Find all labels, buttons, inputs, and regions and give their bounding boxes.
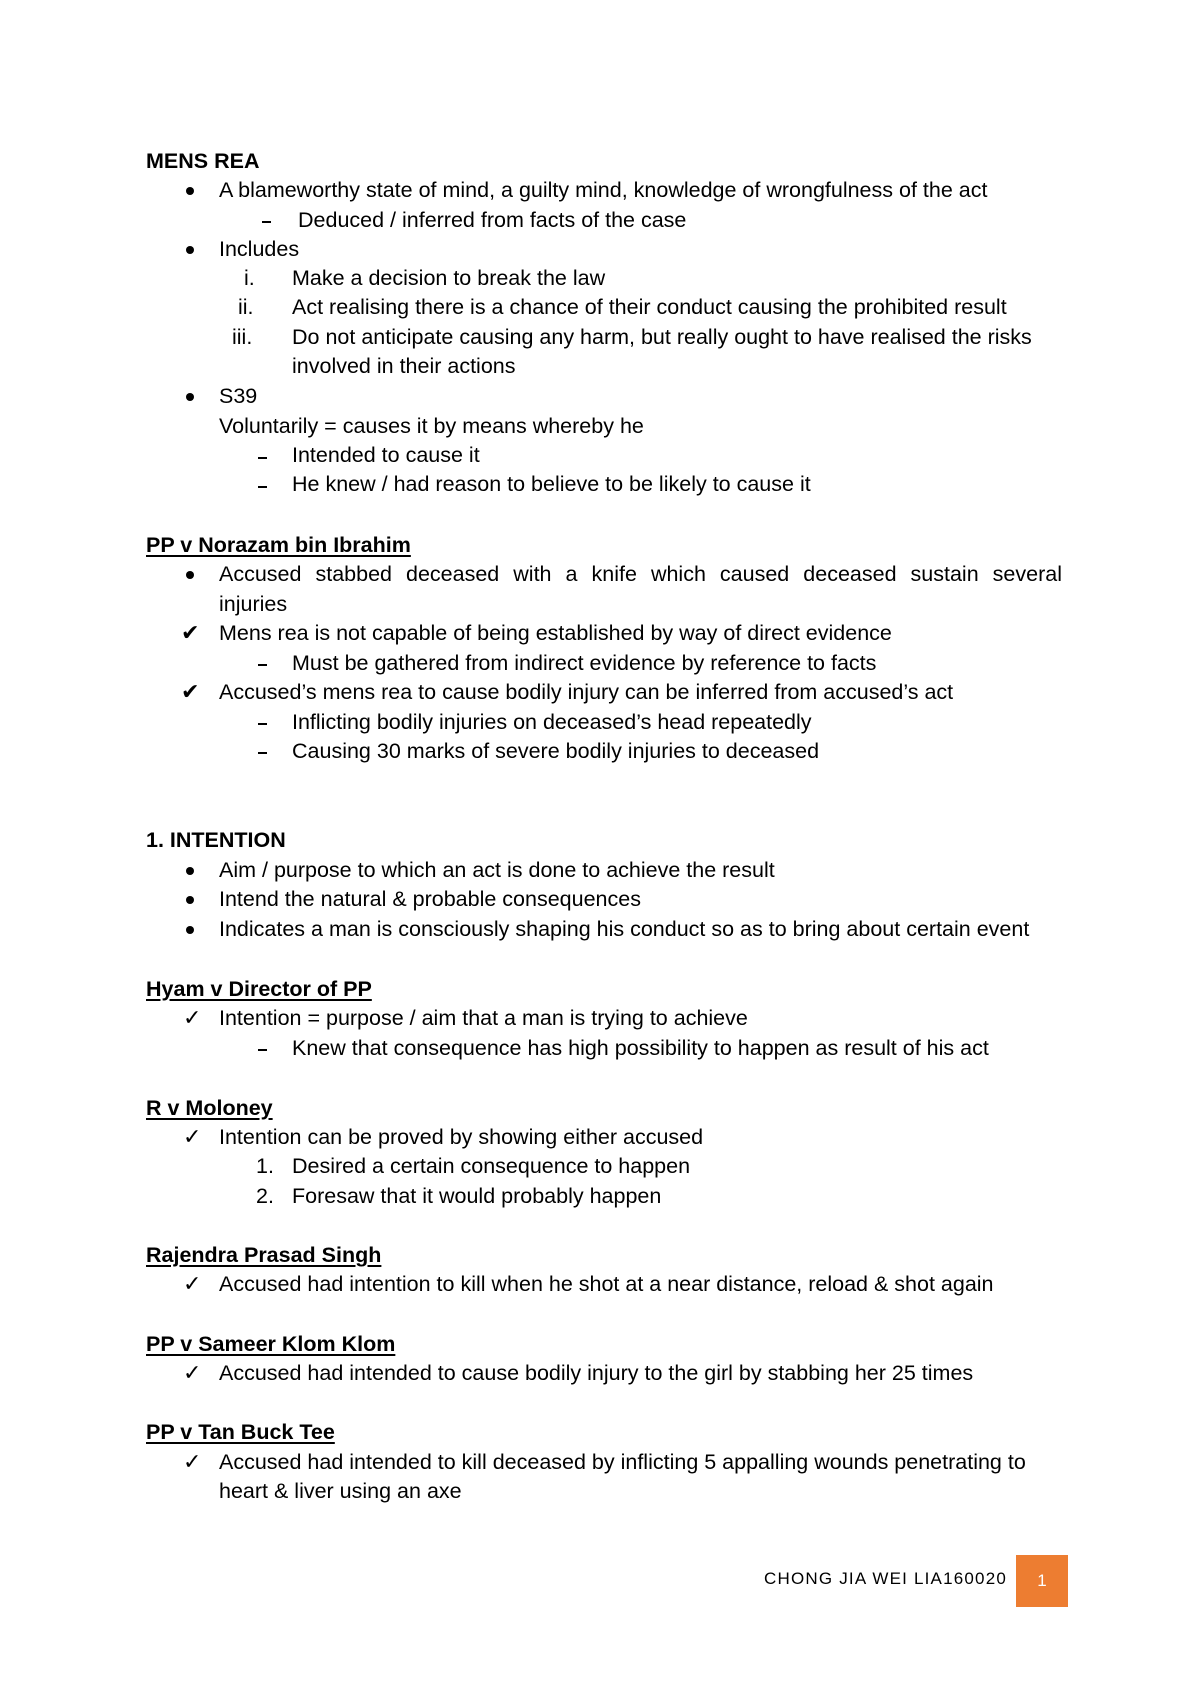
case-heading-tan: PP v Tan Buck Tee [146,1420,335,1444]
case-heading-moloney: R v Moloney [146,1096,273,1120]
bullet [186,867,194,875]
checkmark-icon: ✓ [183,1006,202,1031]
roman-numeral: ii. [238,295,254,319]
checkmark-icon: ✓ [183,1361,202,1386]
case-heading-rajendra: Rajendra Prasad Singh [146,1243,382,1267]
text-line: involved in their actions [292,354,516,378]
text-line: Voluntarily = causes it by means whereby he [219,414,644,438]
dash-bullet [258,486,267,488]
dash-bullet [258,664,267,666]
text-line: S39 [219,384,258,408]
text-line: Make a decision to break the law [292,266,606,290]
text-line: He knew / had reason to believe to be likely to cause it [292,472,811,496]
checkmark-icon: ✓ [183,1450,202,1475]
text-line: Desired a certain consequence to happen [292,1154,691,1178]
bullet [186,571,194,579]
case-heading-sameer: PP v Sameer Klom Klom [146,1332,396,1356]
list-number: 1. [256,1154,274,1178]
text-line: A blameworthy state of mind, a guilty mind, knowledge of wrongfulness of the act [219,178,988,202]
bullet [186,246,194,254]
checkmark-icon: ✔ [181,680,200,705]
text-line: injuries [219,592,288,616]
text-line: Act realising there is a chance of their conduct causing the prohibited result [292,295,1007,319]
text-line: Must be gathered from indirect evidence by reference to facts [292,651,877,675]
text-line: Accused had intended to kill deceased by inflicting 5 appalling wounds penetrating to [219,1450,1026,1474]
text-line: Knew that consequence has high possibility to happen as result of his act [292,1036,989,1060]
text-line: Accused’s mens rea to cause bodily injury can be inferred from accused’s act [219,680,954,704]
text-line: Indicates a man is consciously shaping his conduct so as to bring about certain event [219,917,1030,941]
checkmark-icon: ✓ [183,1125,202,1150]
footer-author: CHONG JIA WEI LIA160020 [764,1569,1008,1588]
text-line: Accused had intended to cause bodily injury to the girl by stabbing her 25 times [219,1361,974,1385]
dash-bullet [262,221,271,223]
text-line: Includes [219,237,300,261]
dash-bullet [258,457,267,459]
bullet [186,393,194,401]
section-heading-mens-rea: MENS REA [146,149,260,173]
text-line: Do not anticipate causing any harm, but really ought to have realised the risks [292,325,1032,349]
page-number-badge [1016,1555,1068,1607]
text-line: Intended to cause it [292,443,480,467]
case-heading-hyam: Hyam v Director of PP [146,977,372,1001]
text-line: Accused stabbed deceased with a knife which caused deceased sustain several [219,562,1062,586]
text-line: heart & liver using an axe [219,1479,462,1503]
text-line: Aim / purpose to which an act is done to achieve the result [219,858,775,882]
bullet [186,187,194,195]
text-line: Deduced / inferred from facts of the case [298,208,687,232]
text-line: Inflicting bodily injuries on deceased’s head repeatedly [292,710,812,734]
text-line: Intend the natural & probable consequences [219,887,641,911]
text-line: Foresaw that it would probably happen [292,1184,662,1208]
case-heading-norazam: PP v Norazam bin Ibrahim [146,533,411,557]
roman-numeral: i. [244,266,255,290]
dash-bullet [258,752,267,754]
page-number: 1 [1037,1571,1047,1590]
roman-numeral: iii. [232,325,253,349]
dash-bullet [258,723,267,725]
dash-bullet [258,1049,267,1051]
text-line: Causing 30 marks of severe bodily injuries to deceased [292,739,820,763]
text-line: Intention can be proved by showing either accused [219,1125,704,1149]
checkmark-icon: ✓ [183,1272,202,1297]
text-line: Intention = purpose / aim that a man is trying to achieve [219,1006,748,1030]
text-line: Accused had intention to kill when he shot at a near distance, reload & shot again [219,1272,994,1296]
bullet [186,926,194,934]
section-heading-intention: 1. INTENTION [146,828,286,852]
list-number: 2. [256,1184,274,1208]
text-line: Mens rea is not capable of being established by way of direct evidence [219,621,892,645]
bullet [186,896,194,904]
checkmark-icon: ✔ [181,621,200,646]
